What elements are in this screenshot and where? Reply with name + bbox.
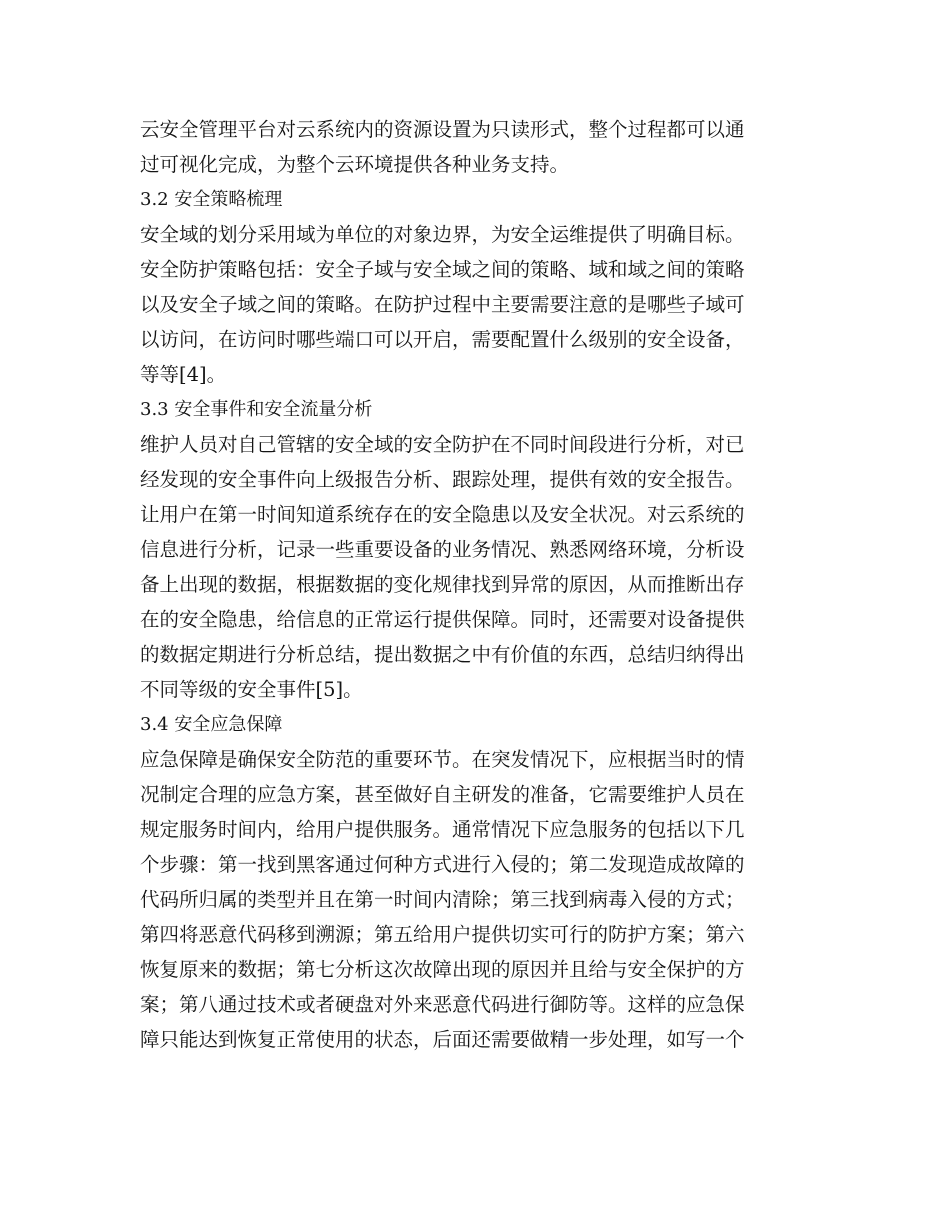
section-heading: 3.4 安全应急保障 bbox=[140, 714, 283, 735]
paragraph-line: 等等[4]。 bbox=[140, 363, 227, 386]
paragraph-line: 过可视化完成，为整个云环境提供各种业务支持。 bbox=[140, 153, 570, 176]
paragraph-line: 以及安全子域之间的策略。在防护过程中主要需要注意的是哪些子域可 bbox=[140, 293, 745, 316]
paragraph-line: 经发现的安全事件向上级报告分析、跟踪处理，提供有效的安全报告。 bbox=[140, 468, 745, 491]
paragraph-line: 让用户在第一时间知道系统存在的安全隐患以及安全状况。对云系统的 bbox=[140, 503, 745, 526]
paragraph-line: 个步骤：第一找到黑客通过何种方式进行入侵的；第二发现造成故障的 bbox=[140, 853, 745, 876]
body-text bbox=[140, 112, 820, 1057]
section-heading: 3.2 安全策略梳理 bbox=[140, 189, 283, 210]
paragraph-line: 案；第八通过技术或者硬盘对外来恶意代码进行御防等。这样的应急保 bbox=[140, 993, 745, 1016]
paragraph-line: 恢复原来的数据；第七分析这次故障出现的原因并且给与安全保护的方 bbox=[140, 958, 745, 981]
paragraph-line: 在的安全隐患，给信息的正常运行提供保障。同时，还需要对设备提供 bbox=[140, 608, 745, 631]
paragraph-line: 安全域的划分采用域为单位的对象边界，为安全运维提供了明确目标。 bbox=[140, 223, 745, 246]
paragraph-line: 维护人员对自己管辖的安全域的安全防护在不同时间段进行分析，对已 bbox=[140, 433, 745, 456]
paragraph-line: 障只能达到恢复正常使用的状态，后面还需要做精一步处理，如写一个 bbox=[140, 1028, 745, 1051]
paragraph-line: 以访问，在访问时哪些端口可以开启，需要配置什么级别的安全设备， bbox=[140, 328, 745, 351]
paragraph-line: 不同等级的安全事件[5]。 bbox=[140, 678, 363, 701]
paragraph-line: 云安全管理平台对云系统内的资源设置为只读形式，整个过程都可以通 bbox=[140, 118, 745, 141]
paragraph-line: 规定服务时间内，给用户提供服务。通常情况下应急服务的包括以下几 bbox=[140, 818, 745, 841]
paragraph-line: 应急保障是确保安全防范的重要环节。在突发情况下，应根据当时的情 bbox=[140, 748, 745, 771]
paragraph-line: 备上出现的数据，根据数据的变化规律找到异常的原因，从而推断出存 bbox=[140, 573, 745, 596]
paragraph-line: 信息进行分析，记录一些重要设备的业务情况、熟悉网络环境，分析设 bbox=[140, 538, 745, 561]
paragraph-line: 安全防护策略包括：安全子域与安全域之间的策略、域和域之间的策略 bbox=[140, 258, 745, 281]
paragraph-line: 第四将恶意代码移到溯源；第五给用户提供切实可行的防护方案；第六 bbox=[140, 923, 745, 946]
paragraph-line: 的数据定期进行分析总结，提出数据之中有价值的东西，总结归纳得出 bbox=[140, 643, 745, 666]
paragraph-line: 代码所归属的类型并且在第一时间内清除；第三找到病毒入侵的方式； bbox=[140, 888, 745, 911]
section-heading: 3.3 安全事件和安全流量分析 bbox=[140, 399, 373, 420]
paragraph-line: 况制定合理的应急方案，甚至做好自主研发的准备，它需要维护人员在 bbox=[140, 783, 745, 806]
